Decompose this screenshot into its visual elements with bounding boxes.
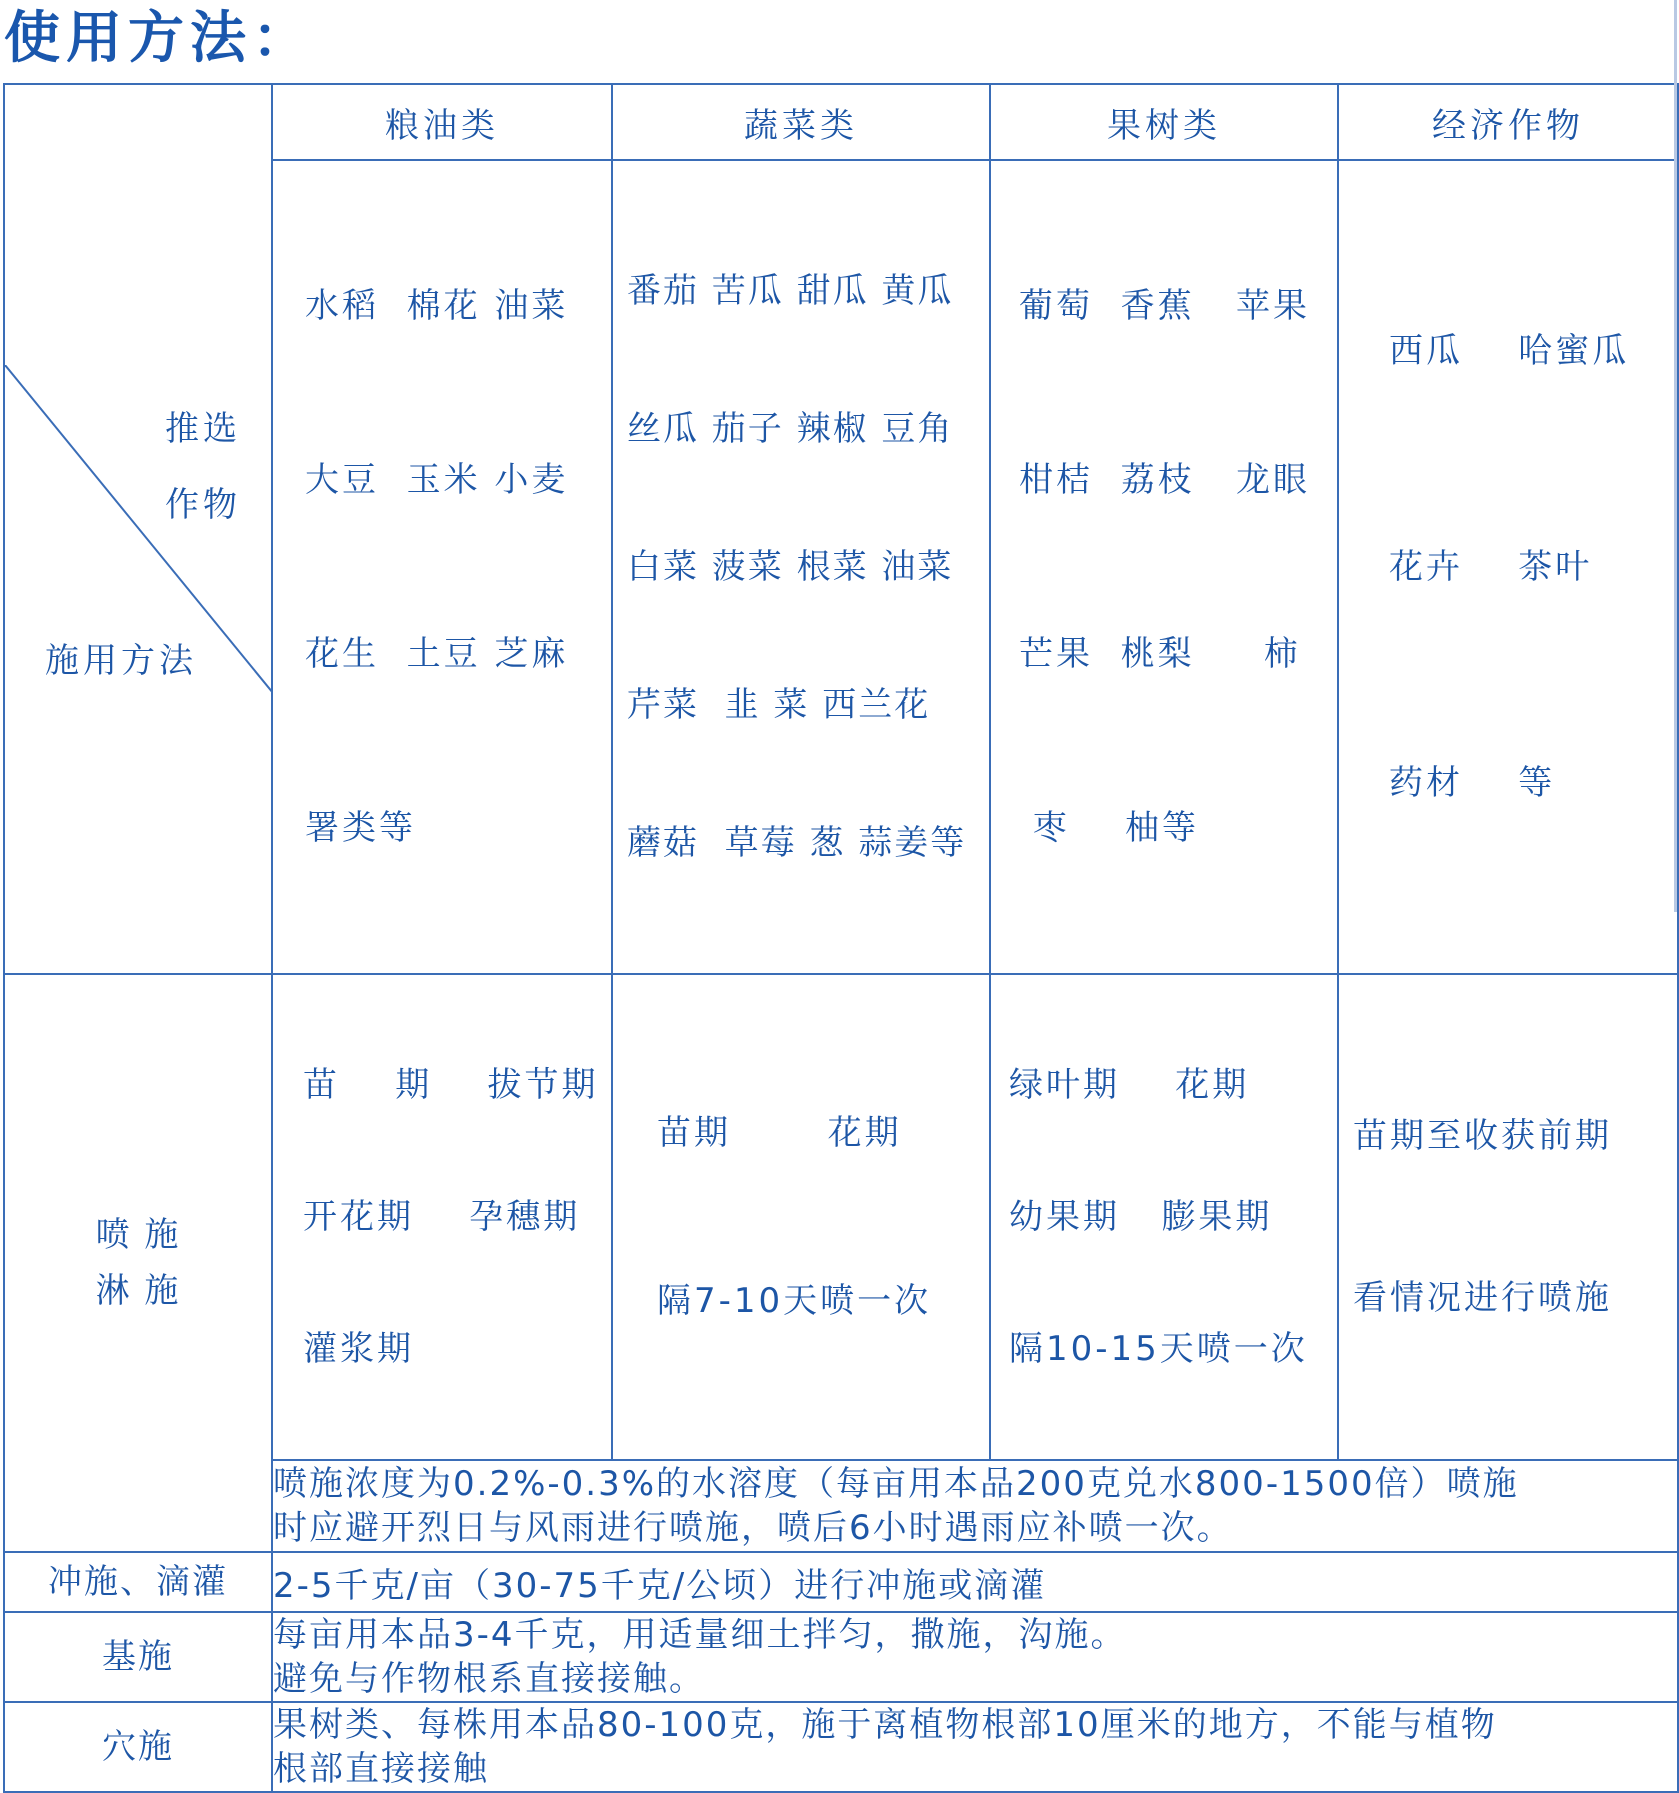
crops-cash-crops-list xyxy=(1339,171,1677,963)
crops-grain-oil-cell xyxy=(272,160,612,974)
column-header-vegetables: 蔬菜类 xyxy=(612,84,990,160)
page-title: 使用方法： xyxy=(4,6,314,71)
spray-vegetables xyxy=(613,993,989,1441)
hole-label: 穴施 xyxy=(4,1702,272,1792)
usage-table xyxy=(3,83,1679,1793)
diagonal-top-label-1: 推选 xyxy=(165,409,241,449)
spray-label-2: 淋 施 xyxy=(95,1271,181,1311)
column-header-fruit-trees: 果树类 xyxy=(990,84,1338,160)
timing-line: 隔10-15天喷一次 xyxy=(1009,1329,1308,1369)
crop-line: 蘑菇 草莓 葱 蒜姜等 xyxy=(627,823,967,863)
crops-fruit-trees-cell xyxy=(990,160,1338,974)
spray-grain-oil xyxy=(273,975,611,1459)
column-header-cash-crops: 经济作物 xyxy=(1338,84,1678,160)
spray-note-line-2: 时应避开烈日与风雨进行喷施，喷后6小时遇雨应补喷一次。 xyxy=(273,1508,1233,1548)
crop-line: 芒果 桃梨 柿 xyxy=(1019,634,1301,674)
crops-cash-crops-cell xyxy=(1338,160,1678,974)
base-label: 基施 xyxy=(4,1612,272,1702)
crops-vegetables-cell xyxy=(612,160,990,974)
timing-line: 绿叶期 花期 xyxy=(1009,1065,1250,1105)
diagonal-top-label-2: 作物 xyxy=(165,485,241,525)
crop-line: 柑桔 荔枝 龙眼 xyxy=(1019,460,1311,500)
spray-cash-crops-cell xyxy=(1338,974,1678,1460)
timing-line: 灌浆期 xyxy=(303,1329,414,1369)
spray-note-line-1: 喷施浓度为0.2%-0.3%的水溶度（每亩用本品200克兑水800-1500倍）喷施 xyxy=(273,1464,1519,1504)
flush-text: 2-5千克/亩（30-75千克/公顷）进行冲施或滴灌 xyxy=(272,1552,1678,1612)
hole-line-1: 果树类、每株用本品80-100克，施于离植物根部10厘米的地方，不能与植物 xyxy=(273,1705,1497,1745)
crop-line: 葡萄 香蕉 苹果 xyxy=(1019,286,1311,326)
flush-label: 冲施、滴灌 xyxy=(4,1552,272,1612)
timing-line: 幼果期 膨果期 xyxy=(1009,1197,1273,1237)
diagonal-bottom-label: 施用方法 xyxy=(45,641,197,681)
hole-line-2: 根部直接接触 xyxy=(273,1749,489,1789)
diagonal-header-cell xyxy=(4,84,272,974)
timing-line: 开花期 孕穗期 xyxy=(303,1197,581,1237)
spray-label-1: 喷 施 xyxy=(95,1215,181,1255)
crop-line: 花生 土豆 芝麻 xyxy=(305,634,569,674)
crops-fruit-trees-list xyxy=(991,161,1337,973)
column-header-grain-oil: 粮油类 xyxy=(272,84,612,160)
timing-line: 苗期 花期 xyxy=(657,1113,902,1153)
timing-line: 苗 期 拔节期 xyxy=(303,1065,599,1105)
timing-line: 隔7-10天喷一次 xyxy=(657,1281,932,1321)
spray-timing-row xyxy=(4,974,1678,1460)
timing-line: 看情况进行喷施 xyxy=(1353,1278,1612,1318)
header-row xyxy=(4,84,1678,160)
crop-line: 番茄 苦瓜 甜瓜 黄瓜 xyxy=(627,271,954,311)
diagonal-header xyxy=(5,365,271,693)
right-edge-line xyxy=(1674,0,1677,912)
crop-line: 丝瓜 茄子 辣椒 豆角 xyxy=(627,409,954,449)
base-line-1: 每亩用本品3-4千克，用适量细土拌匀，撒施，沟施。 xyxy=(273,1615,1127,1655)
crop-line: 大豆 玉米 小麦 xyxy=(305,460,569,500)
spray-fruit-trees-cell xyxy=(990,974,1338,1460)
crop-line: 芹菜 韭 菜 西兰花 xyxy=(627,685,931,725)
base-line-2: 避免与作物根系直接接触。 xyxy=(273,1659,705,1699)
timing-line: 苗期至收获前期 xyxy=(1353,1116,1612,1156)
crop-line: 枣 柚等 xyxy=(1019,808,1200,848)
spray-fruit-trees xyxy=(991,975,1337,1459)
hole-text-cell xyxy=(272,1702,1678,1792)
crop-line: 白菜 菠菜 根菜 油菜 xyxy=(627,547,954,587)
spray-label-cell xyxy=(4,974,272,1552)
base-row xyxy=(4,1612,1678,1702)
crops-grain-oil-list xyxy=(273,161,611,973)
crop-line: 水稻 棉花 油菜 xyxy=(305,286,569,326)
crop-line: 花卉 茶叶 xyxy=(1389,547,1593,587)
spray-grain-oil-cell xyxy=(272,974,612,1460)
crop-line: 署类等 xyxy=(305,808,416,848)
crops-vegetables-list xyxy=(613,176,989,958)
flush-row xyxy=(4,1552,1678,1612)
hole-row xyxy=(4,1702,1678,1792)
base-text-cell xyxy=(272,1612,1678,1702)
spray-vegetables-cell xyxy=(612,974,990,1460)
crop-line: 药材 等 xyxy=(1389,763,1556,803)
spray-note-cell xyxy=(272,1460,1678,1552)
crop-line: 西瓜 哈蜜瓜 xyxy=(1389,331,1630,371)
spray-cash-crops xyxy=(1339,1001,1677,1433)
